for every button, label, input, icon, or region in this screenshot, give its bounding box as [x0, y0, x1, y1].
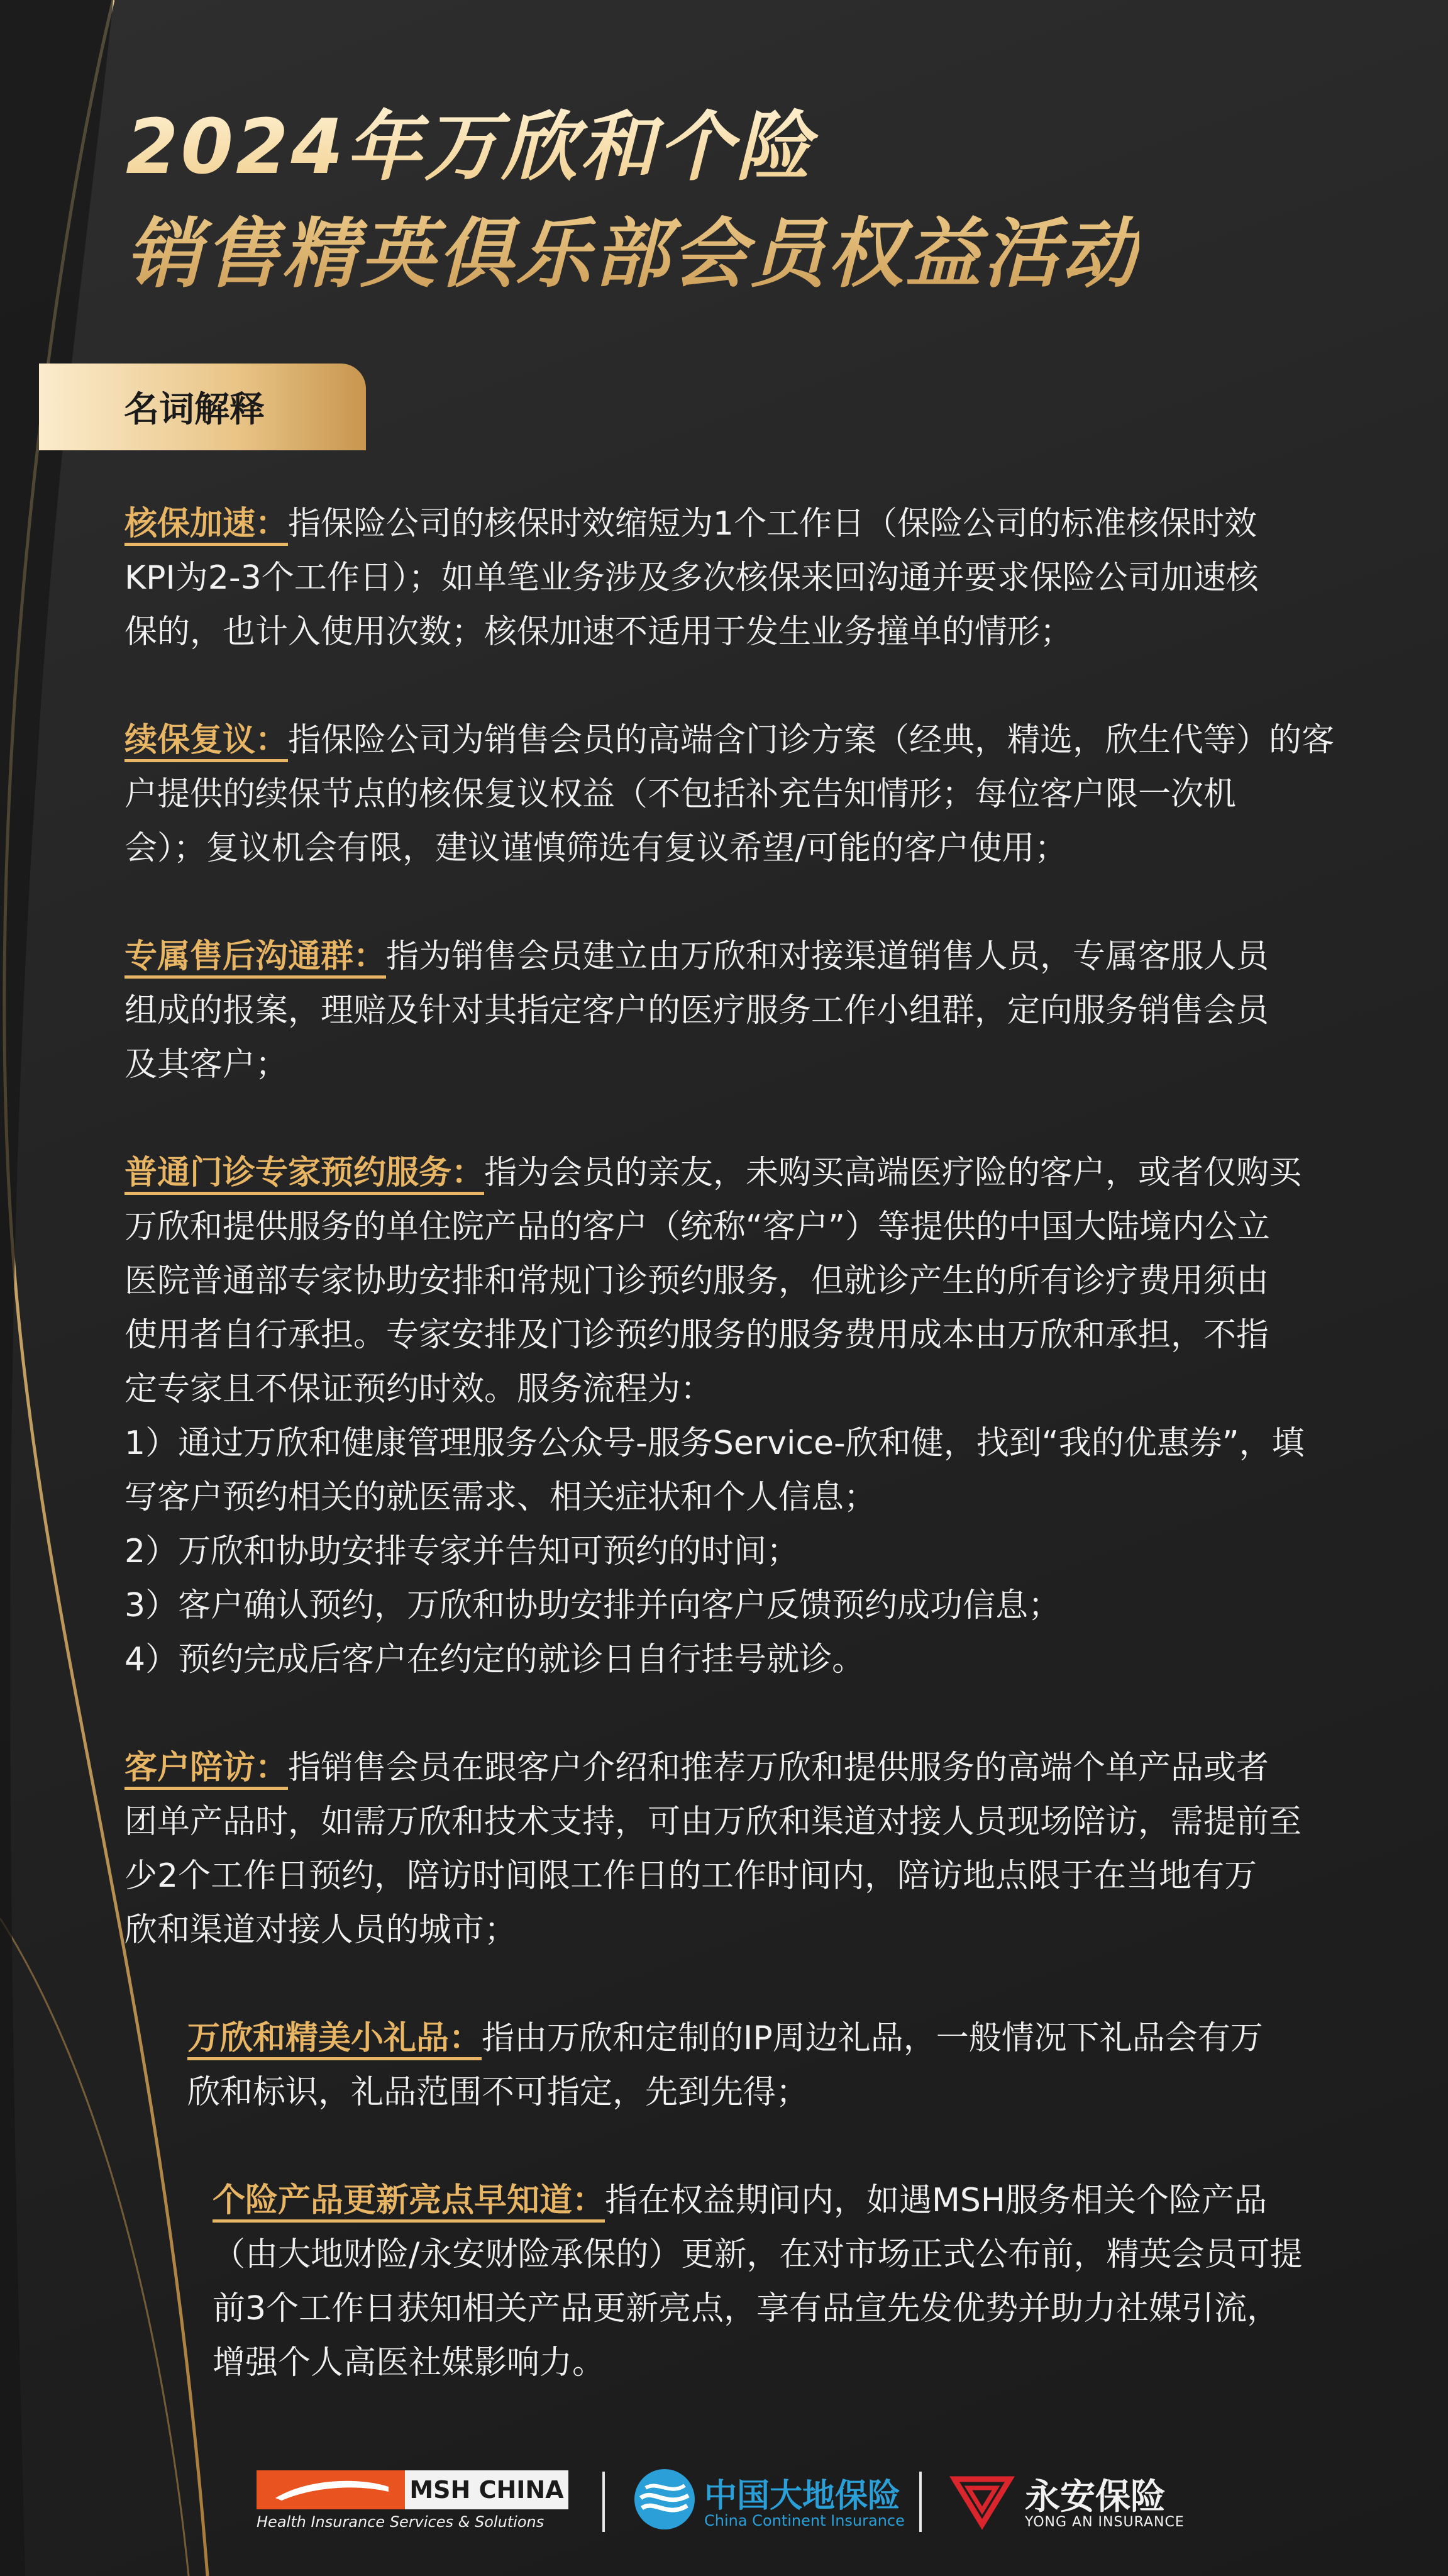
definition-item: [187, 2011, 1332, 2119]
definition-line: [124, 1524, 1332, 1579]
definition-line: [187, 2011, 1332, 2065]
definition-line: [124, 1849, 1332, 1903]
definition-text: 定专家且不保证预约时效。服务流程为：: [124, 1370, 714, 1408]
definition-text: 万欣和提供服务的单住院产品的客户（统称“客户”）等提供的中国大陆境内公立: [124, 1208, 1270, 1246]
definition-line: [124, 713, 1335, 767]
yong-an-en: YONG AN INSURANCE: [1025, 2514, 1185, 2530]
definition-text: 指保险公司为销售会员的高端含门诊方案（经典，精选，欣生代等）的客: [288, 721, 1335, 759]
definition-term: 专属售后沟通群：: [124, 938, 386, 979]
definition-text: 户提供的续保节点的核保复议权益（不包括补充告知情形；每位客户限一次机: [124, 775, 1237, 813]
definition-line: [124, 1633, 1332, 1687]
definition-term: 客户陪访：: [124, 1749, 288, 1790]
definition-text: 会）；复议机会有限，建议谨慎筛选有复议希望/可能的客户使用；: [124, 830, 1068, 867]
definitions-list: [124, 497, 1335, 2444]
yong-an-logo: [949, 2467, 1213, 2536]
footer-logos: [0, 2453, 1448, 2531]
msh-logo-tagline: Health Insurance Services & Solutions: [257, 2513, 544, 2531]
china-continent-en: China Continent Insurance: [704, 2512, 905, 2529]
definition-text: 2）万欣和协助安排专家并告知可预约的时间；: [124, 1533, 800, 1570]
definition-text: 1）通过万欣和健康管理服务公众号-服务Service-欣和健，找到“我的优惠券”，填: [124, 1424, 1305, 1462]
title-line-1: 2024年万欣和个险: [126, 104, 814, 191]
china-continent-logo: [632, 2467, 905, 2536]
definition-line: [124, 605, 1332, 659]
definition-text: 保的，也计入使用次数；核保加速不适用于发生业务撞单的情形；: [124, 613, 1073, 651]
definition-text: 指由万欣和定制的IP周边礼品，一般情况下礼品会有万: [482, 2019, 1263, 2057]
definition-item: [124, 1146, 1332, 1687]
definition-text: 写客户预约相关的就医需求、相关症状和个人信息；: [124, 1479, 877, 1516]
definition-line: [187, 2065, 1332, 2119]
definition-text: 指在权益期间内，如遇MSH服务相关个险产品: [605, 2182, 1267, 2219]
definition-term: 核保加速：: [124, 505, 288, 546]
definition-line: [213, 2282, 1332, 2336]
definition-line: [124, 1903, 1332, 1957]
definition-item: [124, 1741, 1332, 1957]
definition-line: [124, 1579, 1332, 1633]
definition-line: [124, 821, 1332, 875]
definition-text: 前3个工作日获知相关产品更新亮点，享有品宣先发优势并助力社媒引流，: [213, 2290, 1280, 2328]
definition-line: [124, 551, 1332, 605]
msh-logo-name: MSH CHINA: [405, 2470, 568, 2509]
definition-text: 指为会员的亲友，未购买高端医疗险的客户，或者仅购买: [484, 1154, 1302, 1192]
definition-text: 指销售会员在跟客户介绍和推荐万欣和提供服务的高端个单产品或者: [288, 1749, 1269, 1787]
yong-an-emblem-icon: [949, 2467, 1015, 2532]
definition-text: 4）预约完成后客户在约定的就诊日自行挂号就诊。: [124, 1641, 865, 1679]
footer-divider: [919, 2472, 922, 2532]
china-continent-name: 中国大地保险: [704, 2477, 901, 2515]
definition-text: KPI为2-3个工作日）；如单笔业务涉及多次核保来回沟通并要求保险公司加速核: [124, 559, 1259, 597]
definition-line: [124, 767, 1332, 821]
definition-line: [124, 1200, 1332, 1254]
definition-text: 医院普通部专家协助安排和常规门诊预约服务，但就诊产生的所有诊疗费用须由: [124, 1262, 1269, 1300]
page-title: [126, 94, 1139, 308]
yong-an-name: 永安保险: [1025, 2477, 1166, 2518]
footer-divider: [602, 2472, 605, 2532]
definition-line: [124, 497, 1332, 551]
definition-term: 万欣和精美小礼品：: [187, 2019, 482, 2060]
definition-text: 及其客户；: [124, 1046, 289, 1084]
definition-line: [213, 2174, 1332, 2228]
section-tag: [39, 364, 366, 450]
definition-term: 普通门诊专家预约服务：: [124, 1154, 484, 1195]
definition-text: 欣和标识，礼品范围不可指定，先到先得；: [187, 2074, 809, 2111]
definition-item: [124, 930, 1332, 1092]
definition-line: [124, 1146, 1332, 1200]
definition-term: 个险产品更新亮点早知道：: [213, 2182, 605, 2223]
definition-item: [213, 2174, 1332, 2390]
definition-text: （由大地财险/永安财险承保的）更新，在对市场正式公布前，精英会员可提: [213, 2236, 1303, 2273]
definition-text: 组成的报案，理赔及针对其指定客户的医疗服务工作小组群，定向服务销售会员: [124, 992, 1269, 1030]
definition-line: [124, 1795, 1332, 1849]
definition-line: [124, 1470, 1332, 1524]
title-line-2: 销售精英俱乐部会员权益活动: [126, 211, 1139, 298]
msh-logo-mark: [257, 2470, 405, 2509]
definition-line: [124, 1741, 1332, 1795]
definition-text: 使用者自行承担。专家安排及门诊预约服务的服务费用成本由万欣和承担，不指: [124, 1316, 1269, 1354]
definition-item: [124, 497, 1332, 659]
definition-text: 增强个人高医社媒影响力。: [213, 2344, 605, 2382]
definition-item: [124, 713, 1335, 875]
definition-line: [124, 984, 1332, 1038]
definition-text: 3）客户确认预约，万欣和协助安排并向客户反馈预约成功信息；: [124, 1587, 1061, 1624]
definition-text: 指为销售会员建立由万欣和对接渠道销售人员，专属客服人员: [386, 938, 1269, 975]
definition-text: 指保险公司的核保时效缩短为1个工作日（保险公司的标准核保时效: [288, 505, 1257, 543]
definition-line: [124, 1308, 1332, 1362]
definition-line: [124, 1038, 1332, 1092]
section-tag-label: 名词解释: [124, 389, 265, 430]
definition-line: [213, 2228, 1332, 2282]
definition-term: 续保复议：: [124, 721, 288, 762]
definition-text: 团单产品时，如需万欣和技术支持，可由万欣和渠道对接人员现场陪访，需提前至: [124, 1803, 1302, 1841]
definition-text: 少2个工作日预约，陪访时间限工作日的工作时间内，陪访地点限于在当地有万: [124, 1857, 1257, 1895]
definition-text: 欣和渠道对接人员的城市；: [124, 1911, 517, 1949]
definition-line: [124, 1254, 1332, 1308]
definition-line: [124, 1362, 1332, 1416]
china-continent-emblem-icon: [632, 2467, 697, 2532]
msh-china-logo: [257, 2470, 568, 2533]
definition-line: [124, 1416, 1332, 1470]
definition-line: [124, 930, 1332, 984]
definition-line: [213, 2336, 1332, 2390]
